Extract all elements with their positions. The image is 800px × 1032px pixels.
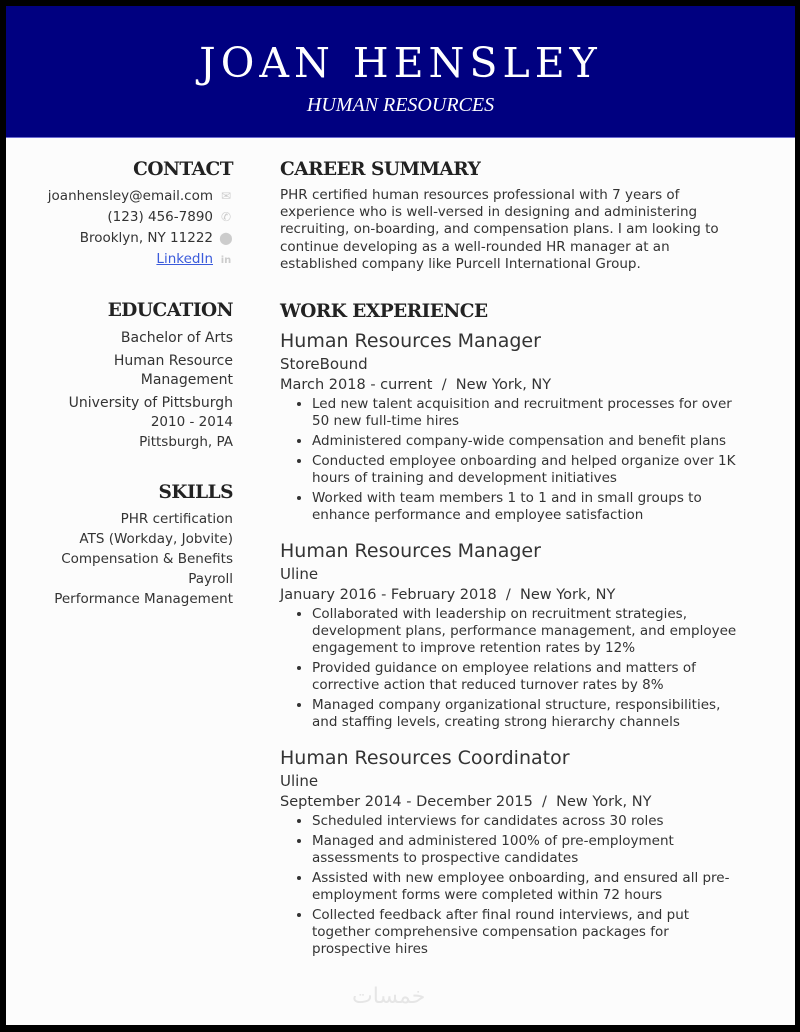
- job-bullets: [312, 813, 750, 958]
- job-bullets: [312, 606, 750, 731]
- contact-list: [6, 186, 233, 271]
- contact-heading: CONTACT: [133, 159, 233, 180]
- header: [6, 6, 795, 138]
- left-column: [6, 158, 233, 609]
- phone-text: (123) 456-7890: [107, 209, 213, 225]
- job-bullet: • Collaborated with leadership on recruitment strategies, development plans, performance management, and employee engagement to improve retention rates by 12%: [312, 606, 750, 657]
- degree: Bachelor of Arts: [120, 330, 233, 346]
- skill-item: Performance Management: [54, 591, 233, 607]
- school: University of Pittsburgh: [68, 394, 233, 411]
- job-bullet: • Administered company-wide compensation and benefit plans: [312, 433, 750, 450]
- education-block: [6, 329, 233, 452]
- job-bullet: • Managed company organizational structure, responsibilities, and staffing levels, creating strong hierarchy channels: [312, 697, 750, 731]
- skills-heading: SKILLS: [158, 482, 233, 503]
- skill-item: ATS (Workday, Jobvite): [79, 531, 233, 547]
- job-bullets: [312, 396, 750, 524]
- contact-phone: [6, 207, 233, 228]
- job-title: Human Resources Manager: [280, 540, 541, 563]
- job-title: Human Resources Manager: [280, 330, 541, 353]
- job-bullet: • Provided guidance on employee relations and matters of corrective action that reduced turnover rates by 8%: [312, 660, 750, 694]
- resume-page: [6, 6, 795, 1025]
- candidate-role: HUMAN RESOURCES: [306, 94, 495, 116]
- job-bullet: • Scheduled interviews for candidates across 30 roles: [312, 813, 750, 830]
- contact-location: [6, 228, 233, 249]
- job-bullet: • Managed and administered 100% of pre-employment assessments to prospective candidates: [312, 833, 750, 867]
- job-company: Uline: [280, 565, 319, 584]
- linkedin-link[interactable]: LinkedIn: [156, 251, 213, 267]
- job-bullet: • Led new talent acquisition and recruitment processes for over 50 new full-time hires: [312, 396, 750, 430]
- job-company: StoreBound: [280, 355, 368, 374]
- summary-text: PHR certified human resources professional with 7 years of experience who is well-versed in designing and administering recruiting, on-boarding, and compensation plans. I am looking to continue developing as a well-rounded HR manager at an established company like Purcell International Group.: [280, 187, 719, 272]
- contact-linkedin: [6, 249, 233, 271]
- work-heading: WORK EXPERIENCE: [280, 301, 488, 323]
- job-dates: September 2014 - December 2015 / New York, NY: [280, 794, 652, 811]
- email-text: joanhensley@email.com: [47, 188, 213, 204]
- job-bullet: • Conducted employee onboarding and helped organize over 1K hours of training and development initiatives: [312, 453, 750, 487]
- edu-location: Pittsburgh, PA: [139, 433, 233, 450]
- phone-icon: ✆: [220, 210, 232, 224]
- contact-email: [6, 186, 233, 207]
- job-entry: [280, 538, 750, 731]
- job-dates: January 2016 - February 2018 / New York, NY: [280, 587, 616, 604]
- job-bullet: • Worked with team members 1 to 1 and in small groups to enhance performance and employee satisfaction: [312, 490, 750, 524]
- candidate-name: JOAN HENSLEY: [199, 39, 602, 87]
- summary-heading: CAREER SUMMARY: [280, 159, 481, 180]
- skill-item: PHR certification: [120, 511, 233, 527]
- map-pin-icon: ⬤: [219, 231, 233, 245]
- skills-list: [6, 509, 233, 609]
- job-company: Uline: [280, 772, 319, 791]
- watermark: خمسات: [352, 984, 426, 1009]
- edu-years: 2010 - 2014: [150, 414, 233, 430]
- right-column: [280, 158, 750, 961]
- linkedin-icon: in: [220, 255, 232, 266]
- major: Human Resource Management: [113, 352, 233, 388]
- job-bullet: • Collected feedback after final round interviews, and put together comprehensive compensation packages for prospective hires: [312, 907, 750, 958]
- skill-item: Compensation & Benefits: [61, 551, 233, 567]
- skill-item: Payroll: [188, 571, 233, 587]
- education-heading: EDUCATION: [107, 300, 233, 321]
- envelope-icon: ✉: [220, 189, 232, 203]
- job-bullet: • Assisted with new employee onboarding, and ensured all pre-employment forms were completed within 72 hours: [312, 870, 750, 904]
- job-title: Human Resources Coordinator: [280, 747, 570, 770]
- location-text: Brooklyn, NY 11222: [79, 230, 213, 246]
- job-entry: [280, 745, 750, 958]
- job-entry: [280, 328, 750, 524]
- job-dates: March 2018 - current / New York, NY: [280, 377, 552, 394]
